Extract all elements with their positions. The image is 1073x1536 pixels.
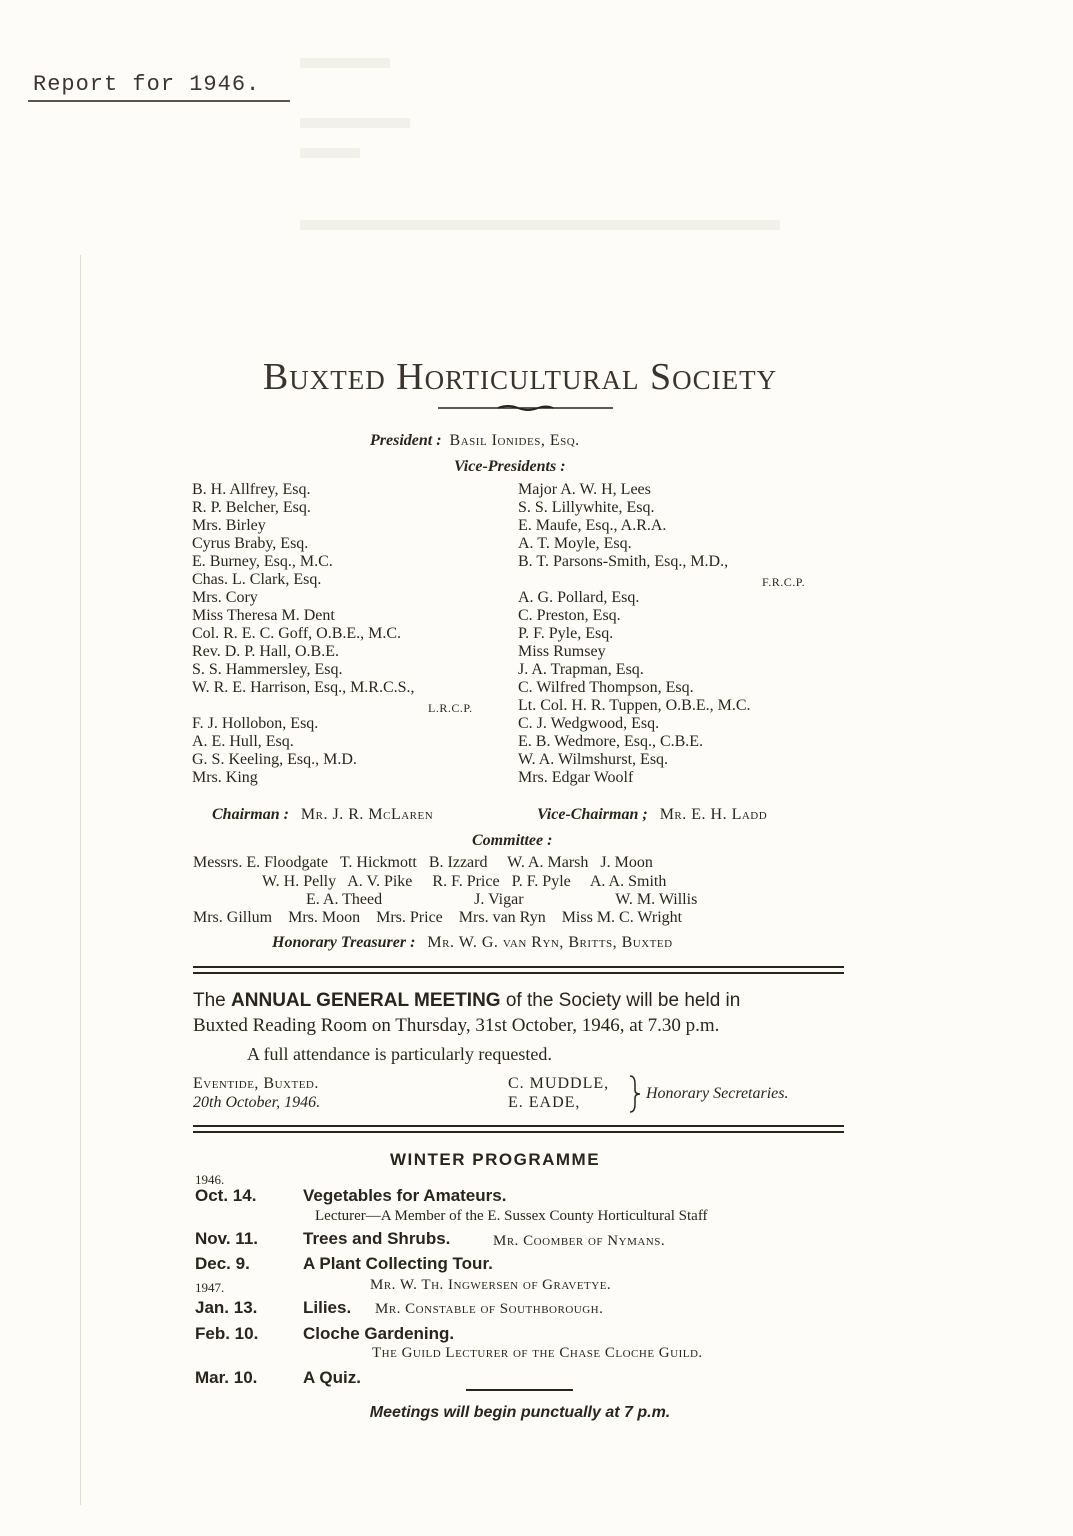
vp-right-item: J. A. Trapman, Esq.	[518, 661, 644, 678]
vp-right-item: A. T. Moyle, Esq.	[518, 535, 632, 552]
section-divider	[193, 1125, 844, 1127]
programme-topic: A Quiz.	[303, 1368, 361, 1387]
president-label: President :	[370, 432, 442, 449]
programme-year: 1947.	[195, 1280, 225, 1295]
vp-right-item: A. G. Pollard, Esq.	[518, 589, 640, 606]
programme-topic: Cloche Gardening.	[303, 1324, 455, 1343]
vice-chairman-line	[537, 806, 767, 824]
vp-right-item: Lt. Col. H. R. Tuppen, O.B.E., M.C.	[518, 697, 751, 714]
programme-topic: Lilies.	[303, 1298, 352, 1317]
bleed-through-mark	[300, 118, 410, 128]
signoff-date: 20th October, 1946.	[193, 1094, 321, 1111]
vp-left-item: Mrs. Birley	[192, 517, 266, 534]
society-title: Buxted Horticultural Society	[262, 356, 778, 398]
programme-date: Feb. 10.	[195, 1324, 259, 1343]
vp-left-item: R. P. Belcher, Esq.	[192, 499, 311, 516]
vp-right-item: S. S. Lillywhite, Esq.	[518, 499, 655, 516]
pasted-page-edge	[80, 255, 81, 1505]
programme-topic: Trees and Shrubs.	[303, 1229, 451, 1248]
bleed-through-mark	[300, 58, 390, 68]
vp-left-item: Mrs. King	[192, 769, 258, 786]
vice-chairman-label: Vice-Chairman ;	[537, 806, 648, 823]
vp-left-item: Mrs. Cory	[192, 589, 258, 606]
bleed-through-mark	[300, 148, 360, 158]
treasurer-name: Mr. W. G. van Ryn, Britts, Buxted	[427, 934, 673, 951]
title-ornament	[438, 403, 613, 413]
vp-right-item: Mrs. Edgar Woolf	[518, 769, 634, 786]
vp-right-item: E. B. Wedmore, Esq., C.B.E.	[518, 733, 704, 750]
programme-end-rule	[466, 1389, 573, 1391]
secretary-2: E. EADE,	[508, 1094, 581, 1111]
programme-date: Mar. 10.	[195, 1368, 258, 1387]
vp-right-item: Miss Rumsey	[518, 643, 606, 660]
vp-right-item: W. A. Wilmshurst, Esq.	[518, 751, 669, 768]
vp-left-item: Miss Theresa M. Dent	[192, 607, 335, 624]
vp-left-item: E. Burney, Esq., M.C.	[192, 553, 333, 570]
vp-left-item: Chas. L. Clark, Esq.	[192, 571, 322, 588]
vp-right-item: P. F. Pyle, Esq.	[518, 625, 614, 642]
programme-detail: Lecturer—A Member of the E. Sussex County Horticultural Staff	[315, 1208, 708, 1224]
programme-topic: Vegetables for Amateurs.	[303, 1186, 507, 1205]
committee-row: Mrs. Gillum Mrs. Moon Mrs. Price Mrs. van Ryn Miss M. C. Wright	[193, 909, 683, 926]
vp-left-item: A. E. Hull, Esq.	[192, 733, 294, 750]
programme-date: Nov. 11.	[195, 1229, 258, 1248]
vp-right-item-continuation: F.R.C.P.	[762, 575, 806, 589]
vp-left-item-continuation: L.R.C.P.	[428, 701, 473, 715]
vp-right-item: C. J. Wedgwood, Esq.	[518, 715, 660, 732]
agm-notice-bold: ANNUAL GENERAL MEETING	[231, 990, 501, 1011]
president-name: Basil Ionides, Esq.	[449, 432, 580, 449]
vp-right-item: E. Maufe, Esq., A.R.A.	[518, 517, 667, 534]
treasurer-line	[272, 934, 673, 952]
section-divider	[193, 966, 844, 968]
committee-row: W. H. Pelly A. V. Pike R. F. Price P. F. Pyle A. A. Smith	[262, 873, 667, 890]
chairman-line	[212, 806, 433, 824]
committee-row: Messrs. E. Floodgate T. Hickmott B. Izzard W. A. Marsh J. Moon	[193, 854, 653, 871]
vp-left-item: S. S. Hammersley, Esq.	[192, 661, 343, 678]
agm-notice-line1	[193, 990, 740, 1012]
programme-date: Dec. 9.	[195, 1254, 250, 1273]
vp-left-item: G. S. Keeling, Esq., M.D.	[192, 751, 357, 768]
agm-notice-line3: A full attendance is particularly requested.	[247, 1044, 552, 1064]
programme-footer-note: Meetings will begin punctually at 7 p.m.	[369, 1404, 671, 1421]
programme-date: Oct. 14.	[195, 1186, 257, 1205]
chairman-name: Mr. J. R. McLaren	[300, 806, 434, 823]
programme-topic: A Plant Collecting Tour.	[303, 1254, 493, 1273]
programme-detail: Mr. Constable of Southborough.	[375, 1301, 604, 1317]
vp-right-item: B. T. Parsons-Smith, Esq., M.D.,	[518, 553, 729, 570]
agm-notice-post: of the Society will be held in	[505, 990, 741, 1011]
vp-right-item: C. Wilfred Thompson, Esq.	[518, 679, 694, 696]
vp-left-item: W. R. E. Harrison, Esq., M.R.C.S.,	[192, 679, 415, 696]
programme-detail: Mr. W. Th. Ingwersen of Gravetye.	[370, 1277, 612, 1293]
bleed-through-mark	[300, 220, 780, 230]
vp-right-item: Major A. W. H, Lees	[518, 481, 651, 498]
programme-date: Jan. 13.	[195, 1298, 258, 1317]
programme-detail: Mr. Coomber of Nymans.	[493, 1233, 666, 1249]
vice-chairman-name: Mr. E. H. Ladd	[659, 806, 768, 823]
vice-presidents-label: Vice-Presidents :	[454, 458, 566, 475]
programme-detail: The Guild Lecturer of the Chase Cloche Guild.	[372, 1345, 703, 1361]
treasurer-label: Honorary Treasurer :	[272, 934, 416, 951]
vp-left-item: F. J. Hollobon, Esq.	[192, 715, 319, 732]
president-line	[370, 432, 580, 450]
chairman-label: Chairman :	[212, 806, 289, 823]
vp-left-item: Rev. D. P. Hall, O.B.E.	[192, 643, 339, 660]
signoff-place: Eventide, Buxted.	[193, 1075, 319, 1092]
secretaries-role: Honorary Secretaries.	[646, 1085, 789, 1102]
vp-left-item: Col. R. E. C. Goff, O.B.E., M.C.	[192, 625, 402, 642]
vp-left-item: Cyrus Braby, Esq.	[192, 535, 309, 552]
vp-left-item: B. H. Allfrey, Esq.	[192, 481, 311, 498]
secretaries-brace-icon	[628, 1074, 642, 1114]
header-underline	[28, 100, 290, 102]
programme-title: WINTER PROGRAMME	[390, 1150, 601, 1169]
section-divider	[193, 972, 844, 974]
report-header: Report for 1946.	[33, 72, 261, 97]
agm-notice-pre: The	[193, 990, 226, 1011]
secretary-1: C. MUDDLE,	[508, 1075, 610, 1092]
committee-label: Committee :	[472, 832, 553, 849]
agm-notice-line2: Buxted Reading Room on Thursday, 31st October, 1946, at 7.30 p.m.	[193, 1015, 720, 1036]
vp-right-item: C. Preston, Esq.	[518, 607, 621, 624]
section-divider	[193, 1131, 844, 1133]
programme-year: 1946.	[195, 1172, 225, 1187]
committee-row: E. A. Theed J. Vigar W. M. Willis	[306, 891, 698, 908]
